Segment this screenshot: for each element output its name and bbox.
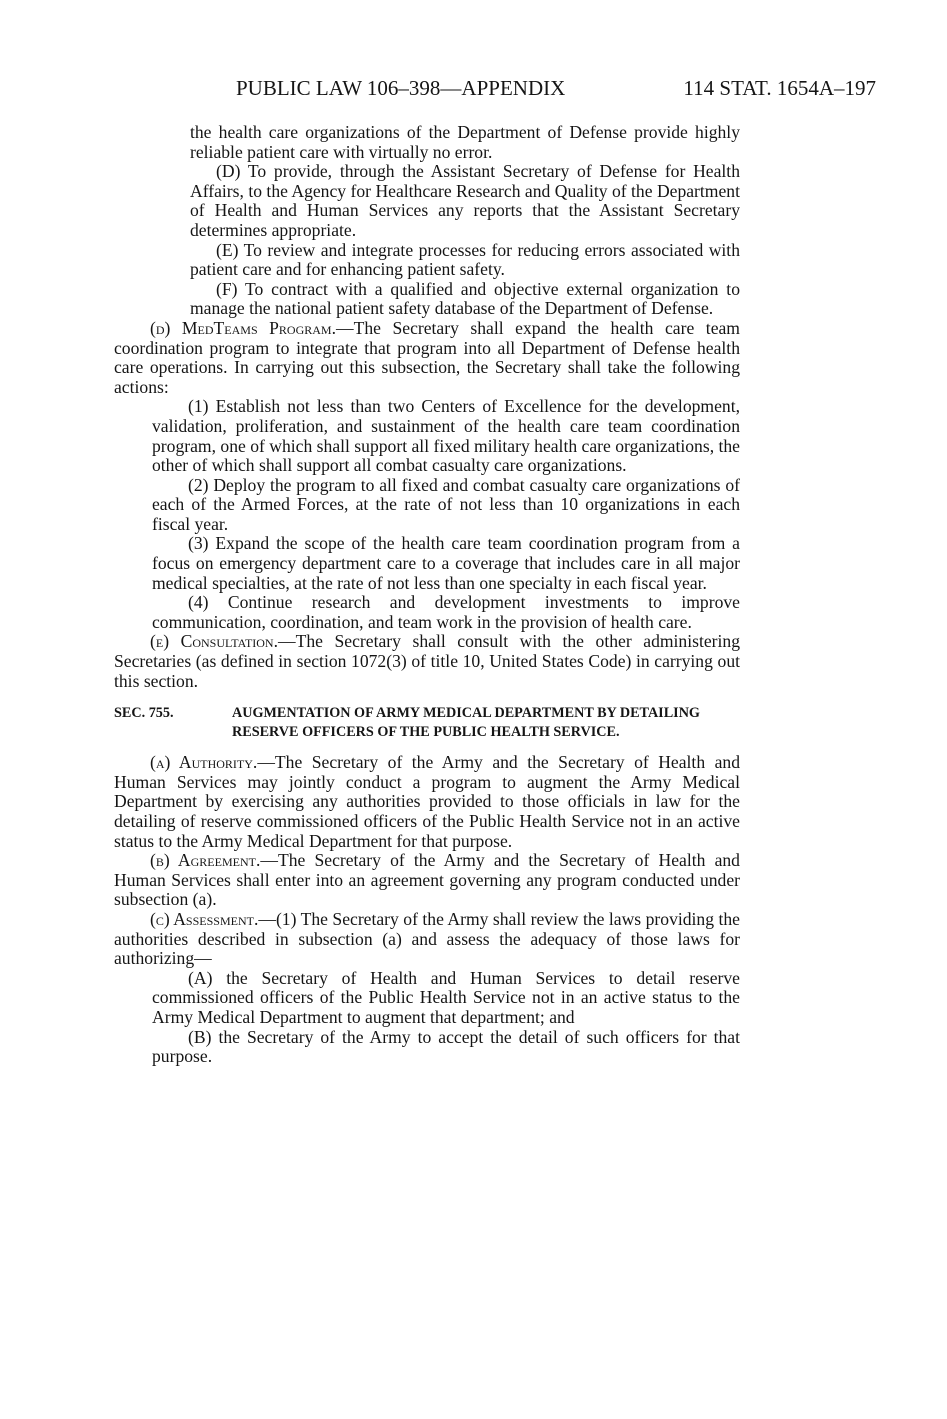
subsection-text: The Secretary shall consult with the other administering Secretaries (as defined in section 1072(3) of title 10, United States Code) in carrying out this section. xyxy=(114,631,741,691)
paragraph-item-e: (E) To review and integrate processes for reducing errors associated with patient care and for enhancing patient safety. xyxy=(190,239,740,280)
subsection-text: The Secretary of the Army and the Secretary of Health and Human Services shall enter into an agreement governing any program conducted under subsection (a). xyxy=(114,850,740,910)
document-body xyxy=(114,123,740,1067)
subsection-text: (1) The Secretary of the Army shall review the laws providing the authorities described in subsection (a) and assess the adequacy of those laws for authorizing— xyxy=(114,908,740,969)
subsection-heading: (c) Assessment.— xyxy=(150,908,276,929)
paragraph-continued: the health care organizations of the Department of Defense provide highly reliable patient care with virtually no error. xyxy=(190,122,740,162)
page-header xyxy=(236,74,876,106)
subsection-heading: (a) Authority.— xyxy=(150,752,275,773)
subsection-heading: (b) Agreement.— xyxy=(150,850,278,871)
subsection-text: The Secretary of the Army and the Secretary of Health and Human Services may jointly conduct a program to augment the Army Medical Department by exercising any authorities provided to those officials in law for the detailing of reserve commissioned officers of the Public Health Service not in an active status to the Army Medical Department for that purpose. xyxy=(114,752,740,851)
section-number: SEC. 755. xyxy=(114,705,174,722)
paragraph-item-a: (A) the Secretary of Health and Human Services to detail reserve commissioned officers of the Public Health Service not in an active status to the Army Medical Department to augment that department; and xyxy=(152,967,740,1027)
paragraph-item-1: (1) Establish not less than two Centers of Excellence for the development, validation, proliferation, and sustainment of the health care team coordination program, one of which shall support all fixed military health care organizations, the other of which shall support all combat casualty care organizations. xyxy=(152,396,740,476)
subsection-d xyxy=(114,319,740,397)
paragraph-item-4: (4) Continue research and development investments to improve communication, coordination, and team work in the provision of health care. xyxy=(152,592,740,632)
subsection-text: The Secretary shall expand the health care team coordination program to integrate that program into all Department of Defense health care operations. In carrying out this subsection, the Secretary shall take the following actions: xyxy=(114,317,740,397)
paragraph-item-b: (B) the Secretary of the Army to accept the detail of such officers for that purpose. xyxy=(152,1026,740,1067)
paragraph-item-2: (2) Deploy the program to all fixed and combat casualty care organizations of each of the Armed Forces, at the rate of not less than 10 organizations in each fiscal year. xyxy=(152,474,740,534)
paragraph-item-f: (F) To contract with a qualified and objective external organization to manage the national patient safety database of the Department of Defense. xyxy=(190,278,740,319)
paragraph-item-3: (3) Expand the scope of the health care team coordination program from a focus on emergency department care to a coverage that includes care in all major medical specialties, at the rate of not less than one specialty in each fiscal year. xyxy=(152,533,740,593)
subsection-c xyxy=(114,910,740,969)
subsection-a xyxy=(114,753,740,851)
paragraph-item-d: (D) To provide, through the Assistant Secretary of Defense for Health Affairs, to the Agency for Healthcare Research and Quality of the Department of Health and Human Services any reports that the Assistant Secretary determines appropriate. xyxy=(190,161,740,240)
subsection-heading: (e) Consultation.— xyxy=(150,631,296,652)
section-heading xyxy=(114,704,740,742)
page-citation: 114 STAT. 1654A–197 xyxy=(683,76,876,100)
subsection-e xyxy=(114,632,740,691)
subsection-b xyxy=(114,851,740,910)
section-title: AUGMENTATION OF ARMY MEDICAL DEPARTMENT BY DETAILING RESERVE OFFICERS OF THE PUBLIC HEALTH SERVICE. xyxy=(232,705,700,741)
subsection-heading: (d) MedTeams Program.— xyxy=(150,317,354,338)
running-head-title: PUBLIC LAW 106–398—APPENDIX xyxy=(236,76,566,100)
